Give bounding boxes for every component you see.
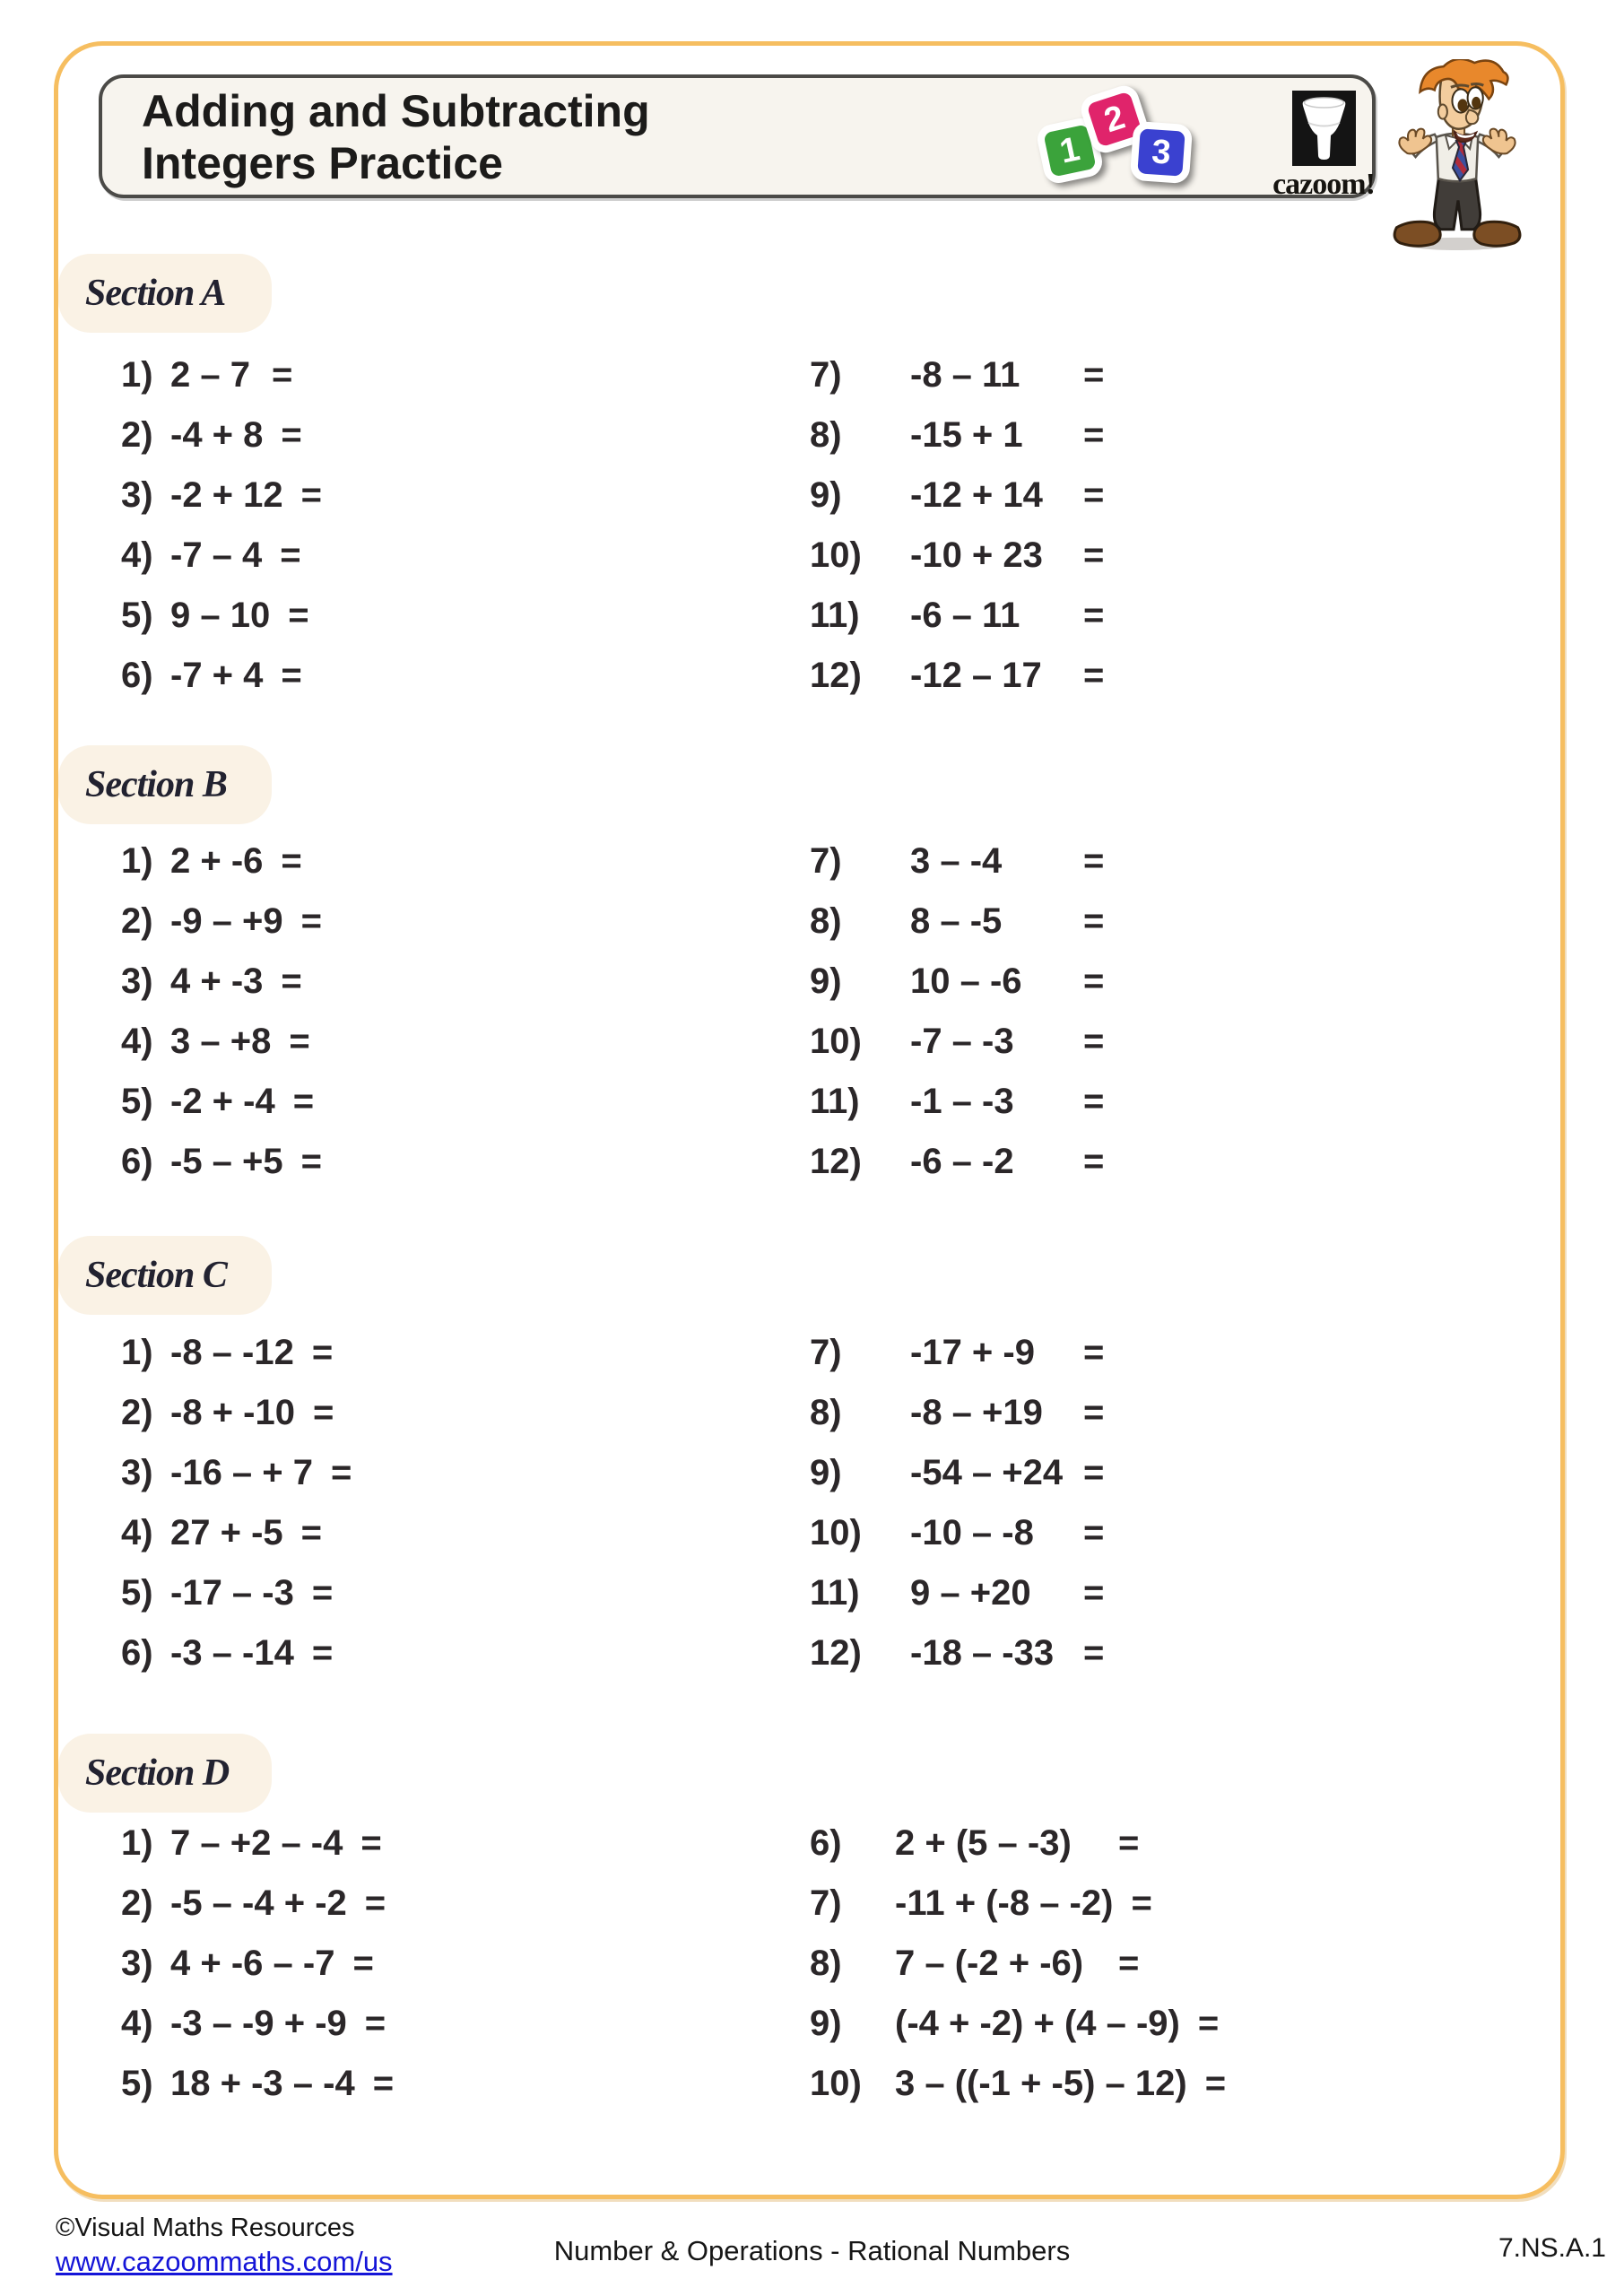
problem-number: 7) [810,841,842,881]
equals-sign: = [292,1082,315,1121]
problem-number: 8) [810,1393,842,1432]
problem-number: 11) [810,1573,860,1613]
problem-row [810,1623,1104,1683]
equals-sign: = [1083,1513,1105,1552]
problem-expression: -8 + -10 [170,1393,295,1432]
problem-number: 4) [121,1022,153,1061]
equals-sign: = [360,1823,382,1863]
problem-number: 2) [121,901,153,941]
problem-number: 12) [810,1142,862,1181]
problem-number: 8) [810,415,842,455]
problem-expression: -17 – -3 [170,1573,294,1613]
problem-expression: -5 – -4 + -2 [170,1883,347,1923]
problem-number: 7) [810,1883,842,1923]
equals-sign: = [1083,1082,1105,1121]
problem-expression: 2 + (5 – -3) [895,1823,1072,1863]
problem-number: 10) [810,1022,862,1061]
brand-text: cazoom! [1272,168,1375,201]
problem-expression: 9 – +20 [910,1573,1031,1613]
problem-row [121,465,322,526]
problem-row [810,1503,1104,1563]
problem-number: 3) [121,1453,153,1492]
problem-row [810,405,1104,465]
equals-sign: = [1083,656,1105,695]
problem-expression: -6 – 11 [910,596,1020,635]
problem-expression: -2 + 12 [170,475,283,515]
problem-expression: 4 + -3 [170,961,264,1001]
problem-expression: 3 – ((-1 + -5) – 12) [895,2064,1187,2103]
equals-sign: = [300,475,323,515]
problem-row [121,586,322,646]
problem-row [810,1813,1226,1874]
equals-sign: = [1083,901,1105,941]
problem-number: 7) [810,355,842,395]
equals-sign: = [288,596,309,635]
problem-number: 9) [810,475,842,515]
problem-expression: 2 – 7 [170,355,250,395]
equals-sign: = [1083,535,1105,575]
problem-row [121,1132,322,1192]
section-c-title: Section C [85,1255,227,1296]
problem-row [121,1443,352,1503]
section-c-right-column [810,1323,1104,1683]
equals-sign: = [281,656,302,695]
problem-expression: 7 – +2 – -4 [170,1823,343,1863]
copyright-text: ©Visual Maths Resources [56,2213,355,2242]
problem-number: 2) [121,415,153,455]
section-a-label [58,254,272,333]
equals-sign: = [1083,475,1105,515]
problem-expression: -8 – -12 [170,1333,294,1372]
problem-expression: -4 + 8 [170,415,264,455]
cazoom-mascot-character [1389,59,1525,251]
problem-expression: 10 – -6 [910,961,1022,1001]
problem-row [810,2054,1226,2114]
problem-expression: -10 + 23 [910,535,1043,575]
problem-number: 3) [121,1944,153,1983]
equals-sign: = [1083,596,1105,635]
problem-row [810,465,1104,526]
problem-number: 10) [810,1513,862,1552]
problem-expression: -11 + (-8 – -2) [895,1883,1114,1923]
problem-expression: -12 + 14 [910,475,1043,515]
equals-sign: = [1204,2064,1227,2103]
problem-row [121,1323,352,1383]
problem-row [121,1072,322,1132]
worksheet-title [142,85,650,189]
problem-expression: -9 – +9 [170,901,283,941]
problem-number: 9) [810,1453,842,1492]
problem-row [810,526,1104,586]
equals-sign: = [1118,1823,1140,1863]
equals-sign: = [300,901,323,941]
equals-sign: = [300,1513,323,1552]
problem-row [121,646,322,706]
equals-sign: = [364,1883,386,1923]
problem-expression: (-4 + -2) + (4 – -9) [895,2004,1180,2043]
problem-expression: -5 – +5 [170,1142,283,1181]
section-d-label [58,1734,272,1813]
problem-number: 6) [121,656,153,695]
problem-number: 3) [121,961,153,1001]
section-b-left-column [121,831,322,1192]
problem-row [121,345,322,405]
section-a-left-column [121,345,322,706]
equals-sign: = [1083,1633,1105,1673]
problem-row [810,952,1104,1012]
equals-sign: = [1083,961,1105,1001]
problem-number: 10) [810,2064,862,2103]
problem-row [810,1132,1104,1192]
equals-sign: = [1083,841,1105,881]
problem-number: 1) [121,355,153,395]
problem-row [121,1383,352,1443]
problem-expression: 8 – -5 [910,901,1003,941]
problem-row [810,1994,1226,2054]
problem-number: 9) [810,2004,842,2043]
equals-sign: = [312,1393,334,1432]
problem-row [810,1934,1226,1994]
equals-sign: = [364,2004,386,2043]
problem-expression: -3 – -9 + -9 [170,2004,347,2043]
problem-expression: -2 + -4 [170,1082,275,1121]
problem-number: 5) [121,2064,153,2103]
section-b-label [58,745,272,824]
problem-number: 4) [121,1513,153,1552]
section-d-title: Section D [85,1752,230,1794]
problem-number: 10) [810,535,862,575]
equals-sign: = [331,1453,352,1492]
equals-sign: = [1131,1883,1152,1923]
problem-expression: -7 + 4 [170,656,264,695]
number-tile-1-icon: 1 [1035,116,1105,186]
equals-sign: = [372,2064,395,2103]
problem-row [121,1994,394,2054]
section-b-right-column [810,831,1104,1192]
problem-number: 11) [810,596,860,635]
equals-sign: = [352,1944,374,1983]
number-tile-3-icon: 3 [1130,121,1193,184]
section-b-title: Section B [85,764,227,805]
problem-row [810,1012,1104,1072]
problem-number: 8) [810,1944,842,1983]
problem-number: 3) [121,475,153,515]
equals-sign: = [1083,355,1105,395]
problem-row [810,1323,1104,1383]
problem-number: 4) [121,535,153,575]
drum-icon [1292,91,1356,166]
problem-number: 5) [121,596,153,635]
problem-number: 6) [121,1142,153,1181]
problem-row [121,2054,394,2114]
problem-number: 5) [121,1573,153,1613]
problem-row [121,952,322,1012]
equals-sign: = [1118,1944,1140,1983]
equals-sign: = [1083,1142,1105,1181]
problem-expression: -54 – +24 [910,1453,1064,1492]
problem-expression: 18 + -3 – -4 [170,2064,355,2103]
problem-expression: 3 – -4 [910,841,1003,881]
footer-topic: Number & Operations - Rational Numbers [553,2235,1071,2266]
equals-sign: = [289,1022,310,1061]
problem-row [121,1934,394,1994]
problem-row [810,646,1104,706]
problem-number: 12) [810,1633,862,1673]
equals-sign: = [280,535,301,575]
equals-sign: = [311,1333,334,1372]
problem-expression: -1 – -3 [910,1082,1014,1121]
section-d-left-column [121,1813,394,2114]
worksheet-header [99,74,1376,201]
section-d-right-column [810,1813,1226,2114]
section-c-left-column [121,1323,352,1683]
problem-row [810,586,1104,646]
problem-expression: -7 – -3 [910,1022,1014,1061]
problem-row [121,1503,352,1563]
problem-number: 6) [810,1823,842,1863]
problem-expression: -3 – -14 [170,1633,294,1673]
problem-row [810,1563,1104,1623]
problem-row [121,1874,394,1934]
problem-expression: 2 + -6 [170,841,264,881]
problem-number: 12) [810,656,862,695]
equals-sign: = [281,961,302,1001]
equals-sign: = [1083,1573,1105,1613]
problem-row [810,345,1104,405]
problem-row [810,1443,1104,1503]
problem-number: 7) [810,1333,842,1372]
problem-row [121,1012,322,1072]
problem-expression: -7 – 4 [170,535,263,575]
website-link[interactable]: www.cazoommaths.com/us [56,2246,393,2277]
section-a-title: Section A [85,273,226,314]
problem-number: 1) [121,841,153,881]
problem-number: 6) [121,1633,153,1673]
equals-sign: = [1083,1333,1105,1372]
problem-number: 8) [810,901,842,941]
problem-row [810,891,1104,952]
section-a-right-column [810,345,1104,706]
footer-standard-code: 7.NS.A.1 [1498,2233,1606,2263]
problem-row [121,405,322,465]
equals-sign: = [272,355,293,395]
problem-expression: -10 – -8 [910,1513,1034,1552]
problem-number: 1) [121,1333,153,1372]
problem-row [810,1874,1226,1934]
problem-row [121,1563,352,1623]
number-tile-2-icon: 2 [1077,82,1151,156]
problem-row [121,891,322,952]
problem-number: 4) [121,2004,153,2043]
problem-expression: 9 – 10 [170,596,271,635]
problem-expression: -8 – +19 [910,1393,1043,1432]
equals-sign: = [1083,1393,1105,1432]
problem-expression: 27 + -5 [170,1513,283,1552]
problem-row [810,831,1104,891]
problem-expression: 7 – (-2 + -6) [895,1944,1084,1983]
problem-expression: -16 – + 7 [170,1453,314,1492]
equals-sign: = [1197,2004,1220,2043]
problem-expression: -6 – -2 [910,1142,1014,1181]
problem-number: 1) [121,1823,153,1863]
equals-sign: = [1083,1453,1105,1492]
problem-row [810,1072,1104,1132]
problem-number: 5) [121,1082,153,1121]
equals-sign: = [311,1573,334,1613]
problem-row [121,1623,352,1683]
equals-sign: = [281,841,302,881]
equals-sign: = [311,1633,334,1673]
title-line-1: Adding and Subtracting [142,86,650,136]
equals-sign: = [281,415,302,455]
problem-row [810,1383,1104,1443]
problem-expression: -18 – -33 [910,1633,1055,1673]
cazoom-logo [1252,91,1395,202]
problem-expression: -15 + 1 [910,415,1023,455]
problem-number: 2) [121,1393,153,1432]
problem-expression: -8 – 11 [910,355,1020,395]
problem-expression: 3 – +8 [170,1022,272,1061]
problem-number: 9) [810,961,842,1001]
section-c-label [58,1236,272,1315]
problem-row [121,831,322,891]
problem-row [121,1813,394,1874]
title-line-2: Integers Practice [142,138,503,188]
problem-number: 11) [810,1082,860,1121]
equals-sign: = [1083,1022,1105,1061]
problem-row [121,526,322,586]
equals-sign: = [300,1142,323,1181]
problem-expression: -17 + -9 [910,1333,1035,1372]
problem-expression: -12 – 17 [910,656,1042,695]
equals-sign: = [1083,415,1105,455]
problem-expression: 4 + -6 – -7 [170,1944,335,1983]
problem-number: 2) [121,1883,153,1923]
